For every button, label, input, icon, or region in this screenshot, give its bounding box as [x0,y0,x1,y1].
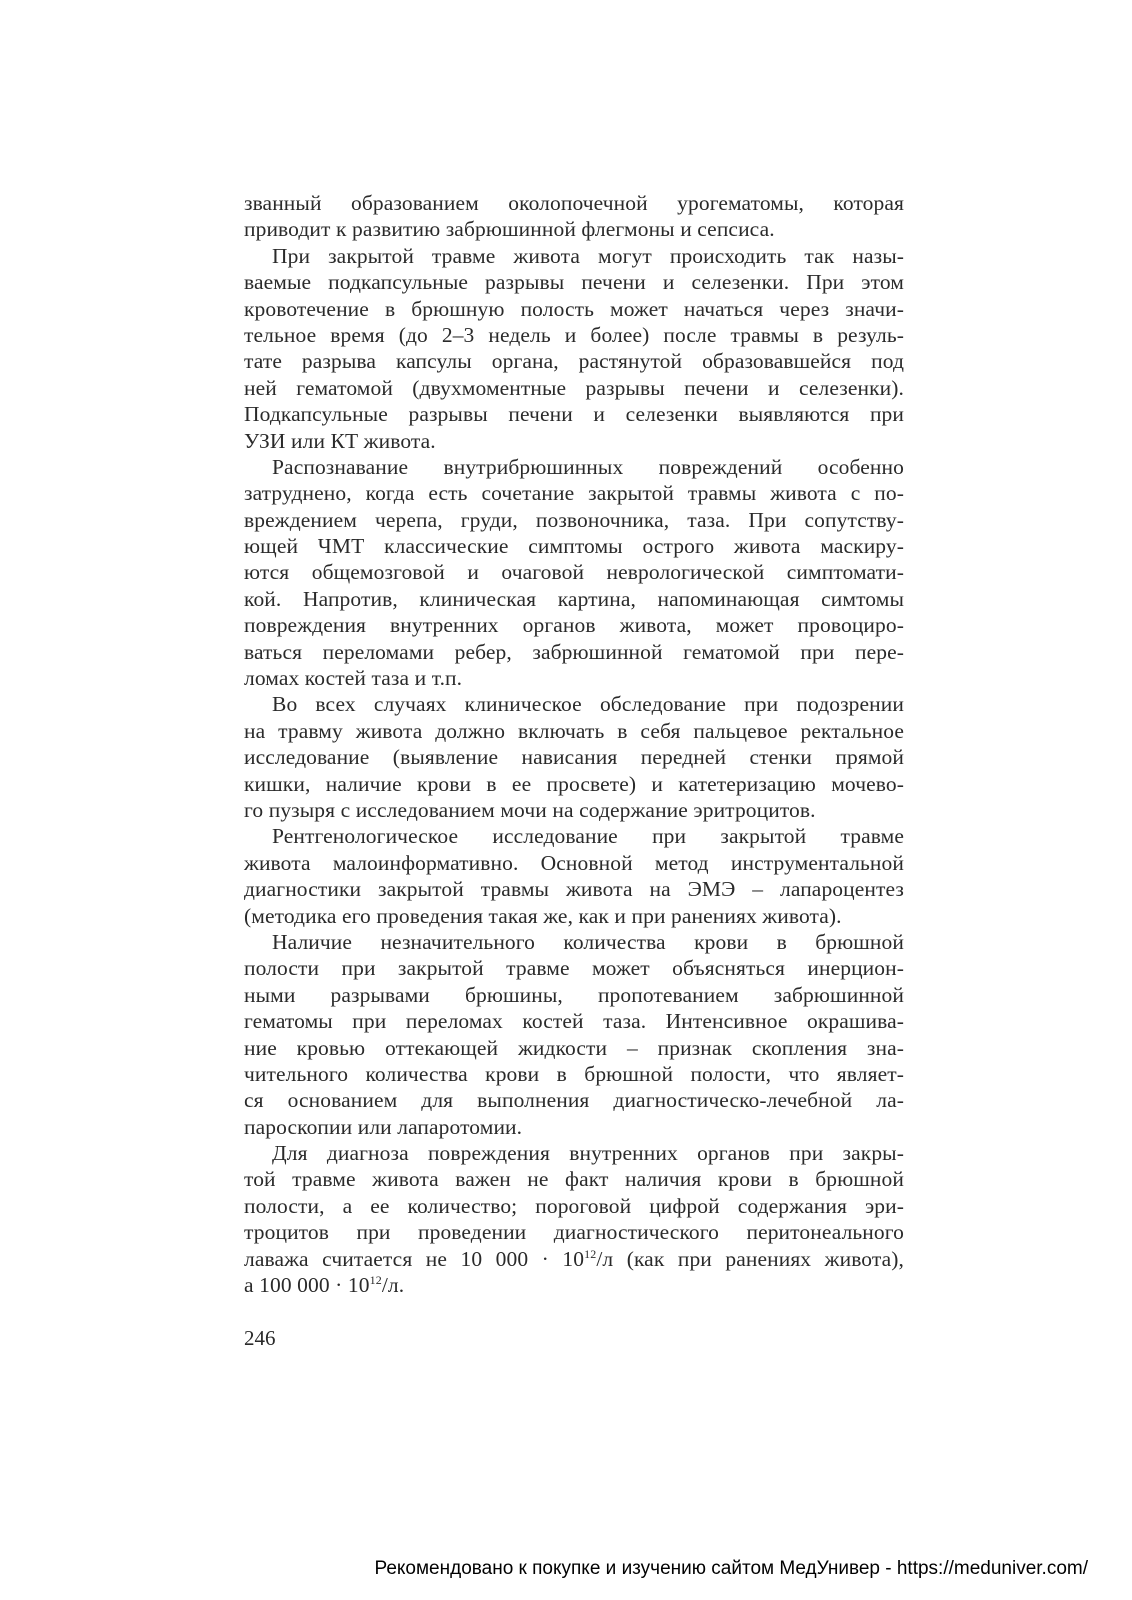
text-line: кишки, наличие крови в ее просвете) и катетеризацию мочево- [244,771,904,796]
superscript-exponent: 12 [369,1273,382,1288]
text-line: Для диагноза повреждения внутренних органов при закры- [272,1141,904,1166]
text-line: тате разрыва капсулы органа, растянутой образовавшейся под [244,349,904,374]
text-line: ние кровью оттекающей жидкости – признак скопления зна- [244,1035,904,1060]
text-line: ломах костей таза и т.п. [244,666,463,691]
text-line: Во всех случаях клиническое обследование при подозрении [272,692,904,717]
text-line-superscript-2 [244,1272,904,1298]
text-line: (методика его проведения такая же, как и при ранениях живота). [244,903,842,928]
text-line: го пузыря с исследованием мочи на содержание эритроцитов. [244,797,816,822]
text-fragment: лаважа считается не 10 000 · 10 [244,1246,585,1271]
text-line: исследование (выявление нависания передней стенки прямой [244,745,904,770]
text-line: ваемые подкапсульные разрывы печени и селезенки. При этом [244,270,904,295]
text-line: пароскопии или лапаротомии. [244,1114,523,1139]
footer-promo-text: Рекомендовано к покупке и изучению сайтом МедУнивер - https://meduniver.com/ [374,1558,1088,1579]
text-line: на травму живота должно включать в себя пальцевое ректальное [244,718,904,743]
body-text [244,190,904,1298]
text-line: При закрытой травме живота могут происходить так назы- [272,243,904,268]
text-line: Подкапсульные разрывы печени и селезенки выявляются при [244,402,904,427]
text-fragment: /л. [381,1273,405,1298]
text-line: затруднено, когда есть сочетание закрытой травмы живота с по- [244,481,904,506]
text-line: ющей ЧМТ классические симптомы острого живота маскиру- [244,534,904,559]
text-line-superscript-1 [244,1246,904,1272]
text-line: кой. Напротив, клиническая картина, напоминающая симтомы [244,586,904,611]
text-fragment: а 100 000 · 10 [244,1273,370,1298]
text-line: вреждением черепа, груди, позвоночника, таза. При сопутству- [244,507,904,532]
text-line: кровотечение в брюшную полость может начаться через значи- [244,296,904,321]
text-line: тельное время (до 2–3 недель и более) после травмы в резуль- [244,322,904,347]
text-line: приводит к развитию забрюшинной флегмоны и сепсиса. [244,217,775,242]
text-line: диагностики закрытой травмы живота на ЭМЭ – лапароцентез [244,877,904,902]
text-fragment: /л (как при ранениях живота), [596,1246,904,1271]
text-line: полости, а ее количество; пороговой цифрой содержания эри- [244,1193,904,1218]
text-line: ваться переломами ребер, забрюшинной гематомой при пере- [244,639,904,664]
text-line: той травме живота важен не факт наличия крови в брюшной [244,1167,904,1192]
page-number: 246 [244,1326,276,1350]
text-line: гематомы при переломах костей таза. Интенсивное окрашива- [244,1009,904,1034]
text-line: УЗИ или КТ живота. [244,428,436,453]
text-line: чительного количества крови в брюшной полости, что являет- [244,1061,904,1086]
text-line: ются общемозговой и очаговой неврологической симптомати- [244,560,904,585]
text-line: ся основанием для выполнения диагностическо-лечебной ла- [244,1088,904,1113]
text-line: полости при закрытой травме может объясняться инерцион- [244,956,904,981]
text-line: Наличие незначительного количества крови в брюшной [272,929,904,954]
text-line: Рентгенологическое исследование при закрытой травме [272,824,904,849]
text-line: Распознавание внутрибрюшинных повреждений особенно [272,454,904,479]
text-line: ней гематомой (двухмоментные разрывы печени и селезенки). [244,375,904,400]
text-line: живота малоинформативно. Основной метод инструментальной [244,850,904,875]
superscript-exponent: 12 [584,1246,597,1261]
text-line: званный образованием околопочечной урогематомы, которая [244,191,904,215]
text-line: повреждения внутренних органов живота, может провоциро- [244,613,904,638]
text-line: троцитов при проведении диагностического перитонеального [244,1220,904,1245]
text-line: ными разрывами брюшины, пропотеванием забрюшинной [244,982,904,1007]
